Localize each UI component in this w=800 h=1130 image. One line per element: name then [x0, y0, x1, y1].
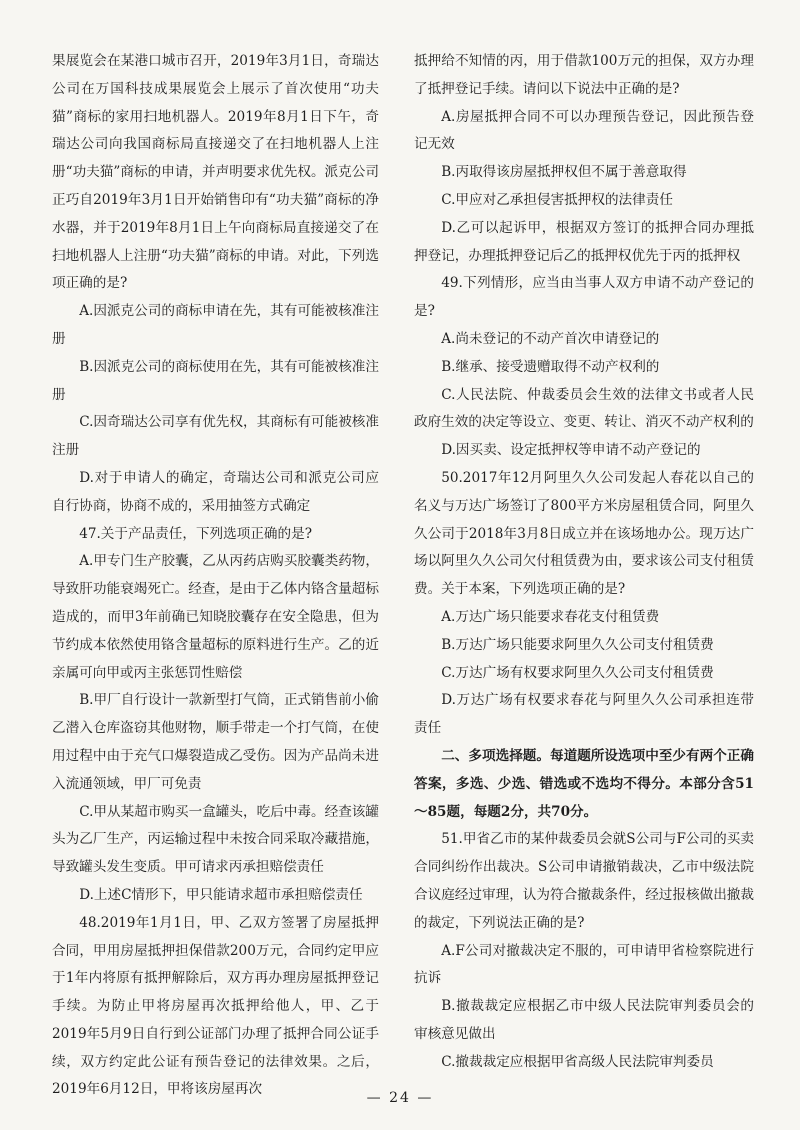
option-d: D.对于申请人的确定，奇瑞达公司和派克公司应自行协商，协商不成的，采用抽签方式确定	[52, 469, 379, 514]
option-c: C.因奇瑞达公司享有优先权，其商标有可能被核准注册	[52, 414, 379, 459]
question-47: 47.关于产品责任，下列选项正确的是?	[79, 525, 312, 542]
option-c: C.甲应对乙承担侵害抵押权的法律责任	[441, 191, 673, 208]
option-a: A.万达广场只能要求春花支付租赁费	[441, 608, 660, 625]
option-c: C.人民法院、仲裁委员会生效的法律文书或者人民政府生效的决定等设立、变更、转让、消灭不动产权利的	[414, 386, 754, 431]
option-d: D.因买卖、设定抵押权等申请不动产登记的	[441, 442, 701, 459]
option-a: A.房屋抵押合同不可以办理预告登记，因此预告登记无效	[414, 108, 754, 153]
question-48: 48.2019年1月1日，甲、乙双方签署了房屋抵押合同，甲用房屋抵押担保借款200万元，合同约定甲应于1年内将原有抵押解除后，双方再办理房屋抵押登记手续。为防止甲将房屋再次抵押给他人，甲、乙于2019年5月9日自行到公证部门办理了抵押合同公证手续，双方约定此公证有预告登记的法律效果。之后，2019年6月12日，甲将该房屋再次	[52, 914, 379, 1098]
option-c: C.万达广场有权要求阿里久久公司支付租赁费	[441, 664, 714, 681]
paragraph: 抵押给不知情的丙，用于借款100万元的担保，双方办理了抵押登记手续。请问以下说法中正确的是?	[414, 53, 754, 97]
section-heading: 二、多项选择题。每道题所设选项中至少有两个正确答案，多选、少选、错选或不选均不得分。本部分含51～85题，每题2分，共70分。	[414, 747, 754, 820]
question-51: 51.甲省乙市的某仲裁委员会就S公司与F公司的买卖合同纠纷作出裁决。S公司申请撤销裁决，乙市中级法院合议庭经过审理，认为符合撤裁条件，经过报核做出撤裁的裁定，下列说法正确的是?	[414, 831, 754, 931]
option-d: D.万达广场有权要求春花与阿里久久公司承担连带责任	[414, 692, 754, 737]
option-c: C.甲从某超市购买一盒罐头，吃后中毒。经查该罐头为乙厂生产，丙运输过程中未按合同采取冷藏措施，导致罐头发生变质。甲可请求丙承担赔偿责任	[52, 803, 379, 876]
option-c: C.撤裁裁定应根据甲省高级人民法院审判委员	[441, 1053, 714, 1070]
option-a: A.甲专门生产胶囊，乙从丙药店购买胶囊类药物，导致肝功能衰竭死亡。经查，是由于乙体内铬含量超标造成的，而甲3年前确已知晓胶囊存在安全隐患，但为节约成本依然使用铬含量超标的原料进行生产。乙的近亲属可向甲或丙主张惩罚性赔偿	[52, 553, 379, 681]
question-50: 50.2017年12月阿里久久公司发起人春花以自己的名义与万达广场签订了800平方米房屋租赁合同，阿里久久公司于2018年3月8日成立并在该场地办公。现万达广场以阿里久久公司欠付租赁费为由，要求该公司支付租赁费。关于本案，下列选项正确的是?	[414, 469, 754, 598]
paragraph: 果展览会在某港口城市召开，2019年3月1日，奇瑞达公司在万国科技成果展览会上展示了首次使用“功夫猫”商标的家用扫地机器人。2019年8月1日下午，奇瑞达公司向我国商标局直接递交了在扫地机器人上注册“功夫猫”商标的申请，并声明要求优先权。派克公司正巧自2019年3月1日开始销售印有“功夫猫”商标的净水器，并于2019年8月1日上午向商标局直接递交了在扫地机器人上注册“功夫猫”商标的申请。对此，下列选项正确的是?	[52, 53, 379, 292]
option-b: B.丙取得该房屋抵押权但不属于善意取得	[441, 164, 687, 181]
option-b: B.继承、接受遗赠取得不动产权利的	[441, 358, 660, 375]
right-column	[414, 48, 754, 1076]
option-a: A.F公司对撤裁决定不服的，可申请甲省检察院进行抗诉	[414, 942, 754, 987]
option-b: B.万达广场只能要求阿里久久公司支付租赁费	[441, 636, 714, 653]
option-b: B.甲厂自行设计一款新型打气筒，正式销售前小偷乙潜入仓库盗窃其他财物，顺手带走一个打气筒，在使用过程中由于充气口爆裂造成乙受伤。因为产品尚未进入流通领域，甲厂可免责	[52, 692, 379, 792]
option-d: D.上述C情形下，甲只能请求超市承担赔偿责任	[79, 886, 363, 903]
question-49: 49.下列情形，应当由当事人双方申请不动产登记的是?	[414, 275, 754, 320]
option-b: B.撤裁裁定应根据乙市中级人民法院审判委员会的审核意见做出	[414, 998, 754, 1042]
option-a: A.因派克公司的商标申请在先，其有可能被核准注册	[52, 303, 379, 347]
option-b: B.因派克公司的商标使用在先，其有可能被核准注册	[52, 358, 379, 403]
left-column	[52, 48, 379, 1104]
page-number: — 24 —	[366, 1090, 434, 1106]
option-a: A.尚未登记的不动产首次申请登记的	[441, 330, 660, 347]
option-d: D.乙可以起诉甲，根据双方签订的抵押合同办理抵押登记，办理抵押登记后乙的抵押权优先于丙的抵押权	[414, 219, 754, 264]
